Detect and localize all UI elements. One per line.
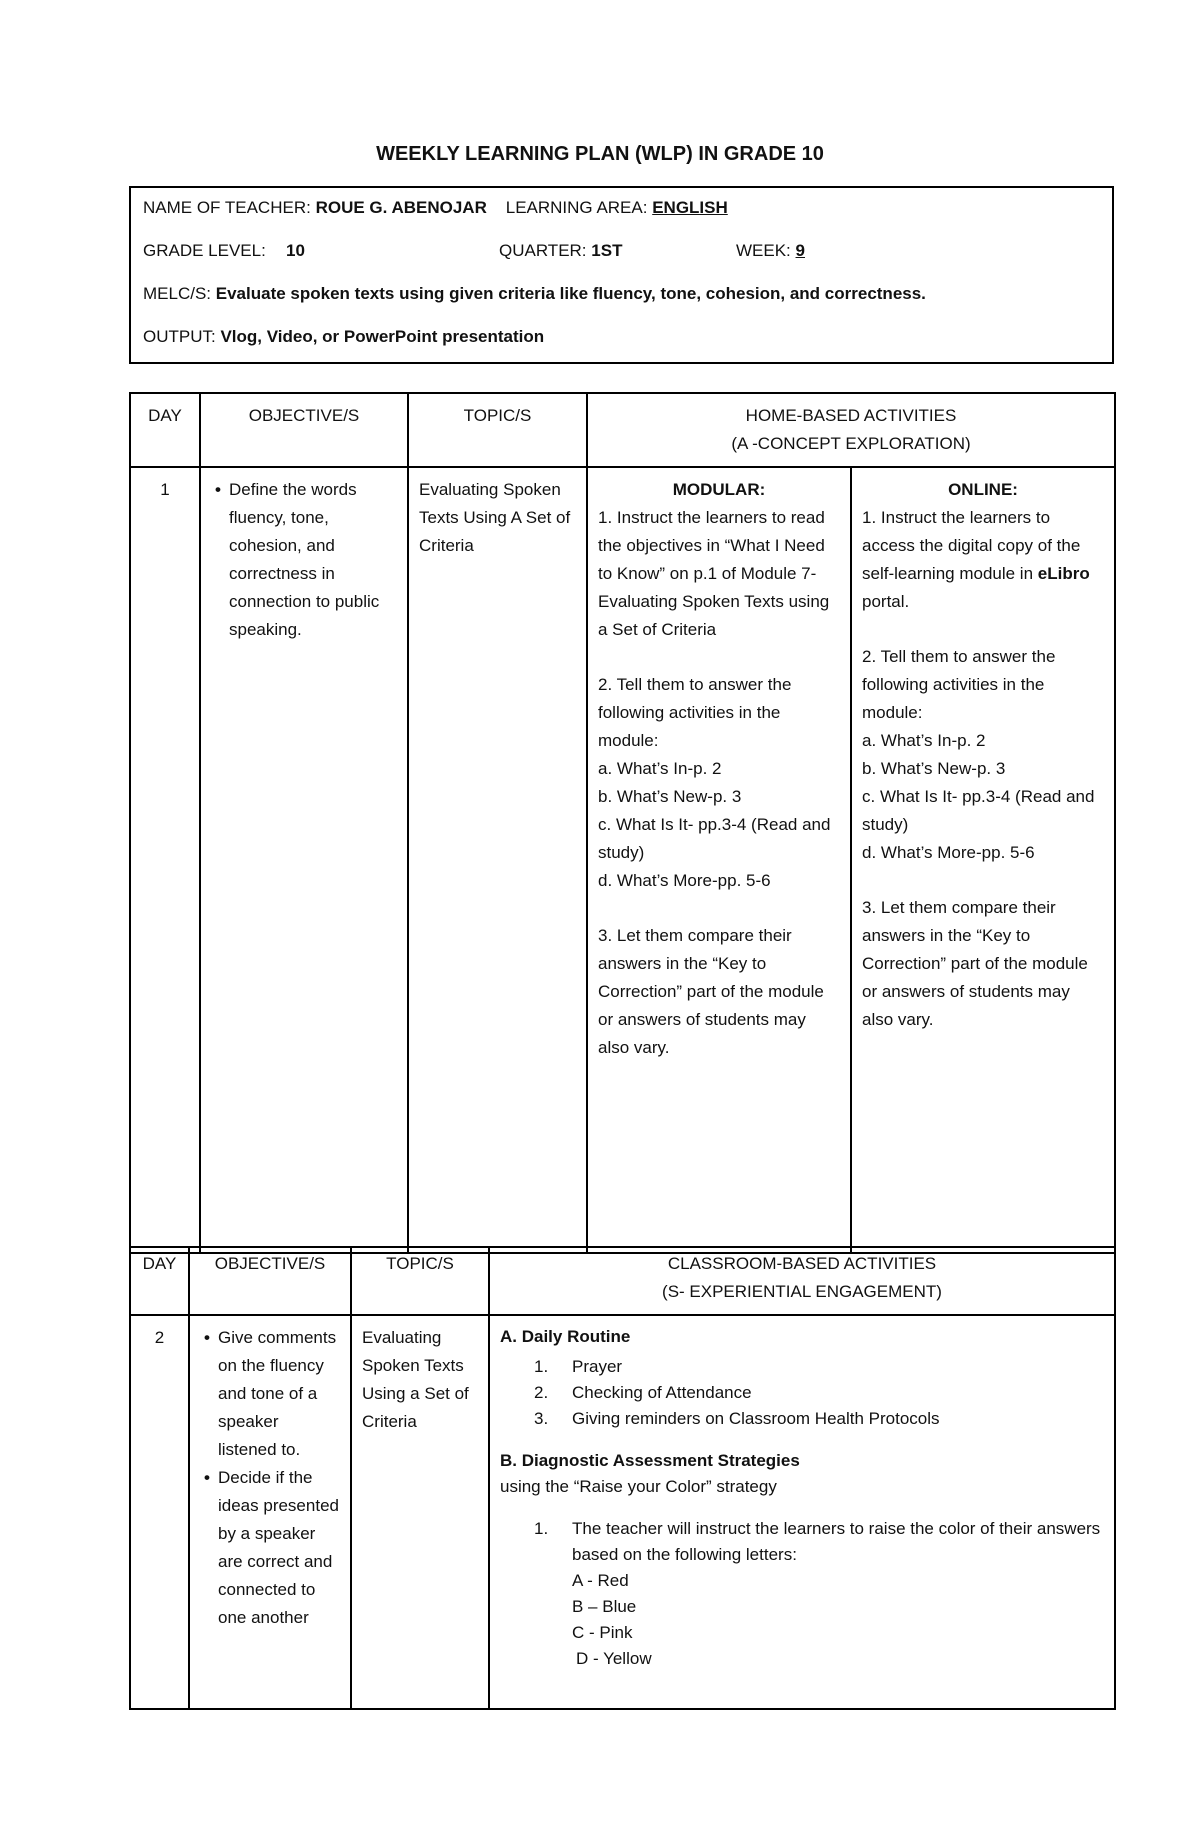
objective-item: • Decide if the ideas presented by a speaker are correct and connected to one another bbox=[218, 1464, 340, 1632]
list-item: 2. Checking of Attendance bbox=[534, 1383, 752, 1402]
header-activities-sub: (S- EXPERIENTIAL ENGAGEMENT) bbox=[662, 1282, 942, 1301]
modular-item: a. What’s In-p. 2 bbox=[598, 759, 722, 778]
color-letter-item: D - Yellow bbox=[576, 1649, 652, 1668]
routine-heading: A. Daily Routine bbox=[500, 1327, 631, 1346]
header-day: DAY bbox=[130, 393, 200, 467]
quarter-line bbox=[499, 241, 622, 261]
modular-item: d. What’s More-pp. 5-6 bbox=[598, 871, 771, 890]
color-letter-item: A - Red bbox=[572, 1571, 629, 1590]
teacher-line bbox=[143, 198, 728, 218]
header-topic: TOPIC/S bbox=[351, 1247, 489, 1315]
teacher-info-box bbox=[129, 186, 1114, 364]
modular-step-3: 3. Let them compare their answers in the “Key to Correction” part of the module or answers of students may also vary. bbox=[598, 926, 824, 1057]
online-step-1-text: 1. Instruct the learners to access the digital copy of the self-learning module in bbox=[862, 508, 1081, 583]
modular-cell bbox=[587, 467, 851, 1253]
diagnostic-heading: B. Diagnostic Assessment Strategies bbox=[500, 1451, 800, 1470]
topic-cell: Evaluating Spoken Texts Using A Set of Criteria bbox=[408, 467, 587, 1253]
week-label: WEEK: bbox=[736, 241, 791, 260]
teacher-name: ROUE G. ABENOJAR bbox=[315, 198, 487, 217]
routine-list bbox=[500, 1354, 1104, 1432]
week-line bbox=[736, 241, 805, 261]
modular-step-1: 1. Instruct the learners to read the objectives in “What I Need to Know” on p.1 of Module 7- Evaluating Spoken Texts using a Set of Criteria bbox=[598, 508, 830, 639]
online-step-1-end: portal. bbox=[862, 592, 910, 611]
online-heading: ONLINE: bbox=[948, 480, 1018, 499]
color-letter-list bbox=[500, 1568, 1104, 1672]
header-activities bbox=[489, 1247, 1115, 1315]
header-topic: TOPIC/S bbox=[408, 393, 587, 467]
modular-step-2: 2. Tell them to answer the following activities in the module: bbox=[598, 675, 792, 750]
list-item: 1. The teacher will instruct the learners to raise the color of their answers based on the following letters: bbox=[534, 1519, 1101, 1564]
modular-heading: MODULAR: bbox=[672, 480, 766, 499]
quarter-label: QUARTER: bbox=[499, 241, 587, 260]
online-step-1 bbox=[862, 504, 1104, 616]
output-text: Vlog, Video, or PowerPoint presentation bbox=[220, 327, 545, 346]
classroom-activities-cell bbox=[489, 1315, 1115, 1709]
melc-line bbox=[143, 284, 926, 304]
header-activities-title: CLASSROOM-BASED ACTIVITIES bbox=[667, 1254, 937, 1273]
online-step-3: 3. Let them compare their answers in the “Key to Correction” part of the module or answers of students may also vary. bbox=[862, 898, 1088, 1029]
header-activities-title: HOME-BASED ACTIVITIES bbox=[745, 406, 957, 425]
modular-item: c. What Is It- pp.3-4 (Read and study) bbox=[598, 815, 831, 862]
grade-line bbox=[143, 241, 266, 261]
week-value: 9 bbox=[795, 241, 805, 260]
header-day: DAY bbox=[130, 1247, 189, 1315]
online-item: d. What’s More-pp. 5-6 bbox=[862, 843, 1035, 862]
color-letter-item: B – Blue bbox=[572, 1597, 637, 1616]
grade-label: GRADE LEVEL: bbox=[143, 241, 266, 260]
online-step-2: 2. Tell them to answer the following activities in the module: bbox=[862, 647, 1056, 722]
melc-text: Evaluate spoken texts using given criteria like fluency, tone, cohesion, and correctness. bbox=[215, 284, 926, 303]
online-item: c. What Is It- pp.3-4 (Read and study) bbox=[862, 787, 1095, 834]
modular-item: b. What’s New-p. 3 bbox=[598, 787, 742, 806]
header-objective: OBJECTIVE/S bbox=[200, 393, 408, 467]
learning-area: ENGLISH bbox=[652, 198, 728, 217]
table-row bbox=[130, 1315, 1115, 1709]
objective-cell bbox=[200, 467, 408, 1253]
quarter-value: 1ST bbox=[591, 241, 623, 260]
objective-cell bbox=[189, 1315, 351, 1709]
classroom-based-table bbox=[129, 1246, 1116, 1710]
objective-item: • Define the words fluency, tone, cohesion, and correctness in connection to public speaking. bbox=[229, 476, 397, 644]
table-header-row bbox=[130, 393, 1115, 467]
home-based-table bbox=[129, 392, 1116, 1254]
color-letter-item: C - Pink bbox=[572, 1623, 633, 1642]
table-row bbox=[130, 467, 1115, 1253]
list-item: 3. Giving reminders on Classroom Health Protocols bbox=[534, 1409, 940, 1428]
objective-item: • Give comments on the fluency and tone of a speaker listened to. bbox=[218, 1324, 340, 1464]
output-line bbox=[143, 327, 544, 347]
day-cell: 2 bbox=[130, 1315, 189, 1709]
day-cell: 1 bbox=[130, 467, 200, 1253]
table-header-row bbox=[130, 1247, 1115, 1315]
header-activities bbox=[587, 393, 1115, 467]
online-step-1-portal: eLibro bbox=[1037, 564, 1090, 583]
teacher-label: NAME OF TEACHER: bbox=[143, 198, 311, 217]
header-objective: OBJECTIVE/S bbox=[189, 1247, 351, 1315]
online-cell bbox=[851, 467, 1115, 1253]
online-item: a. What’s In-p. 2 bbox=[862, 731, 986, 750]
output-label: OUTPUT: bbox=[143, 327, 216, 346]
grade-level: 10 bbox=[286, 241, 305, 260]
area-label: LEARNING AREA: bbox=[505, 198, 648, 217]
diagnostic-subtitle: using the “Raise your Color” strategy bbox=[500, 1477, 777, 1496]
topic-cell: Evaluating Spoken Texts Using a Set of Criteria bbox=[351, 1315, 489, 1709]
page-title: WEEKLY LEARNING PLAN (WLP) IN GRADE 10 bbox=[376, 143, 824, 165]
melc-label: MELC/S: bbox=[143, 284, 212, 303]
list-item: 1. Prayer bbox=[534, 1357, 623, 1376]
diagnostic-steps bbox=[500, 1516, 1104, 1568]
header-activities-sub: (A -CONCEPT EXPLORATION) bbox=[731, 434, 971, 453]
online-item: b. What’s New-p. 3 bbox=[862, 759, 1006, 778]
